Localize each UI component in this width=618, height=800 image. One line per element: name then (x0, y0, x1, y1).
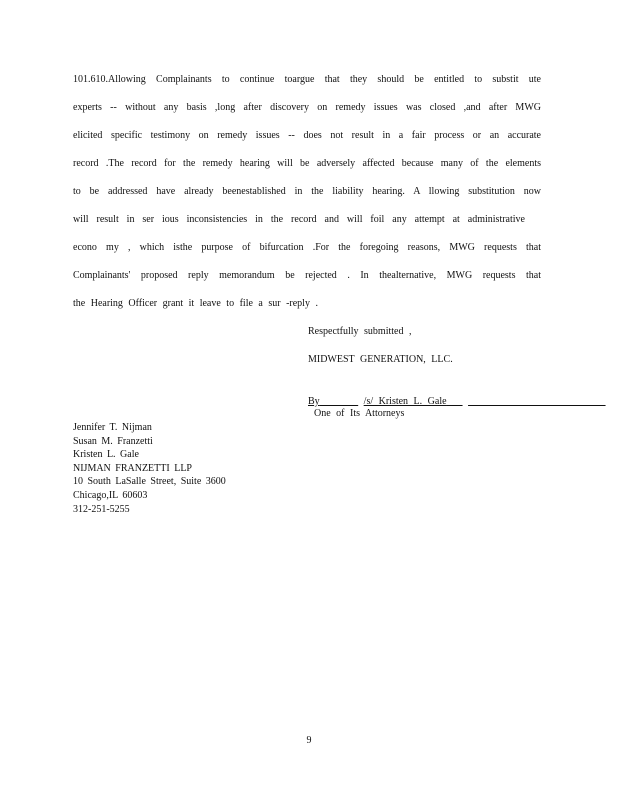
by-label: By (308, 396, 320, 407)
attorney-role: One of Its Attorneys (314, 408, 405, 419)
paragraph-line: record .The record for the remedy hearing will be adversely affected because many of the elements (73, 158, 541, 169)
counsel-line: 312-251-5255 (73, 503, 130, 515)
counsel-line: 10 South LaSalle Street, Suite 3600 (73, 476, 226, 488)
signature-line: By /s/ Kristen L. Gale _ (308, 396, 463, 407)
paragraph-line: 101.610.Allowing Complainants to continue toargue that they should be entitled to substit ute (73, 74, 541, 85)
counsel-block (73, 421, 226, 516)
counsel-line: Kristen L. Gale (73, 449, 139, 461)
paragraph-line: elicited specific testimony on remedy issues -- does not result in a fair process or an accurate (73, 130, 541, 141)
page-number: 9 (306, 735, 312, 746)
paragraph-line: Complainants' proposed reply memorandum be rejected . In thealternative, MWG requests that (73, 270, 541, 281)
paragraph-line: econo my , which isthe purpose of bifurcation .For the foregoing reasons, MWG requests that (73, 242, 541, 253)
party-name: MIDWEST GENERATION, LLC. (308, 354, 453, 365)
paragraph-line: to be addressed have already beenestablished in the liability hearing. A llowing substitution now (73, 186, 541, 197)
paragraph-line: the Hearing Officer grant it leave to file a sur -reply . (73, 298, 318, 309)
counsel-line: Jennifer T. Nijman (73, 422, 152, 433)
counsel-line: Susan M. Franzetti (73, 435, 153, 447)
attorney-signature: /s/ Kristen L. Gale (363, 396, 447, 407)
paragraph-line: will result in ser ious inconsistencies in the record and will foil any attempt at administrative (73, 214, 525, 225)
closing-text: Respectfully submitted , (308, 326, 412, 337)
counsel-line: NIJMAN FRANZETTI LLP (73, 462, 192, 474)
paragraph-line: experts -- without any basis ,long after discovery on remedy issues was closed ,and after MWG (73, 102, 541, 113)
counsel-line: Chicago,IL 60603 (73, 489, 148, 501)
